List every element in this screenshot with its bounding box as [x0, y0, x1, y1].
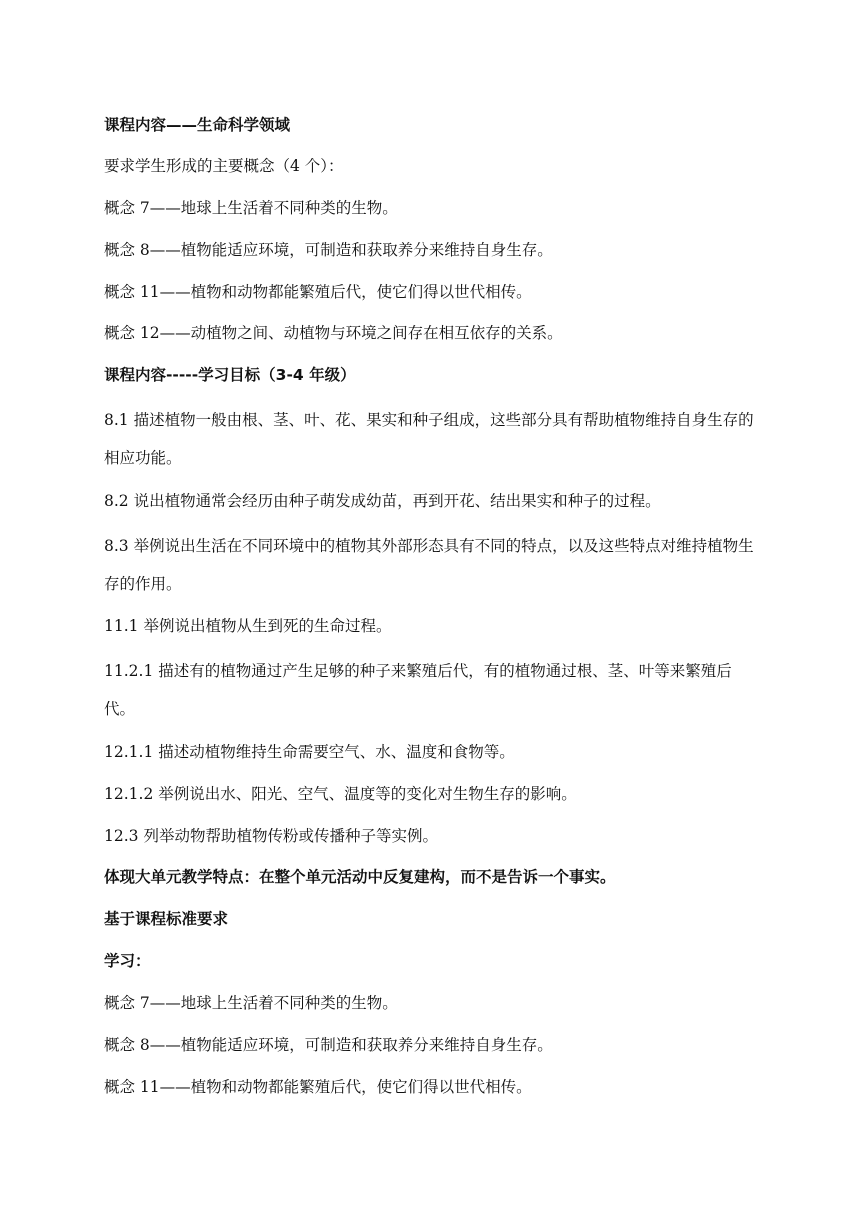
paragraph-concept-8: 概念 8——植物能适应环境，可制造和获取养分来维持自身生存。	[104, 241, 553, 259]
paragraph-objective-12-1-2: 12.1.2 举例说出水、阳光、空气、温度等的变化对生物生存的影响。	[104, 785, 577, 803]
heading-course-content-life-science: 课程内容——生命科学领域	[104, 116, 291, 134]
heading-learning: 学习：	[104, 952, 151, 970]
paragraph-concept-11: 概念 11——植物和动物都能繁殖后代，使它们得以世代相传。	[104, 283, 532, 301]
paragraph-objective-11-1: 11.1 举例说出植物从生到死的生命过程。	[104, 617, 392, 635]
paragraph-concept-7: 概念 7——地球上生活着不同种类的生物。	[104, 199, 398, 217]
heading-learning-objectives: 课程内容-----学习目标（3-4 年级）	[104, 366, 356, 384]
paragraph-concept-12: 概念 12——动植物之间、动植物与环境之间存在相互依存的关系。	[104, 324, 563, 342]
heading-big-unit-teaching: 体现大单元教学特点：在整个单元活动中反复建构，而不是告诉一个事实。	[104, 868, 616, 886]
paragraph-objective-12-3: 12.3 列举动物帮助植物传粉或传播种子等实例。	[104, 827, 438, 845]
heading-course-standard: 基于课程标准要求	[104, 910, 229, 928]
paragraph-learning-concept-11: 概念 11——植物和动物都能繁殖后代，使它们得以世代相传。	[104, 1078, 532, 1096]
paragraph-learning-concept-8: 概念 8——植物能适应环境，可制造和获取养分来维持自身生存。	[104, 1036, 553, 1054]
paragraph-objective-8-2: 8.2 说出植物通常会经历由种子萌发成幼苗，再到开花、结出果实和种子的过程。	[104, 492, 661, 510]
paragraph-main-concepts-intro: 要求学生形成的主要概念（4 个）：	[104, 157, 344, 175]
paragraph-learning-concept-7: 概念 7——地球上生活着不同种类的生物。	[104, 994, 398, 1012]
paragraph-objective-11-2-1: 11.2.1 描述有的植物通过产生足够的种子来繁殖后代，有的植物通过根、茎、叶等来繁殖后代。	[104, 662, 732, 718]
paragraph-objective-8-1: 8.1 描述植物一般由根、茎、叶、花、果实和种子组成，这些部分具有帮助植物维持自身生存的相应功能。	[104, 411, 754, 467]
paragraph-objective-8-3: 8.3 举例说出生活在不同环境中的植物其外部形态具有不同的特点，以及这些特点对维持植物生存的作用。	[104, 537, 754, 593]
paragraph-objective-12-1-1: 12.1.1 描述动植物维持生命需要空气、水、温度和食物等。	[104, 743, 515, 761]
